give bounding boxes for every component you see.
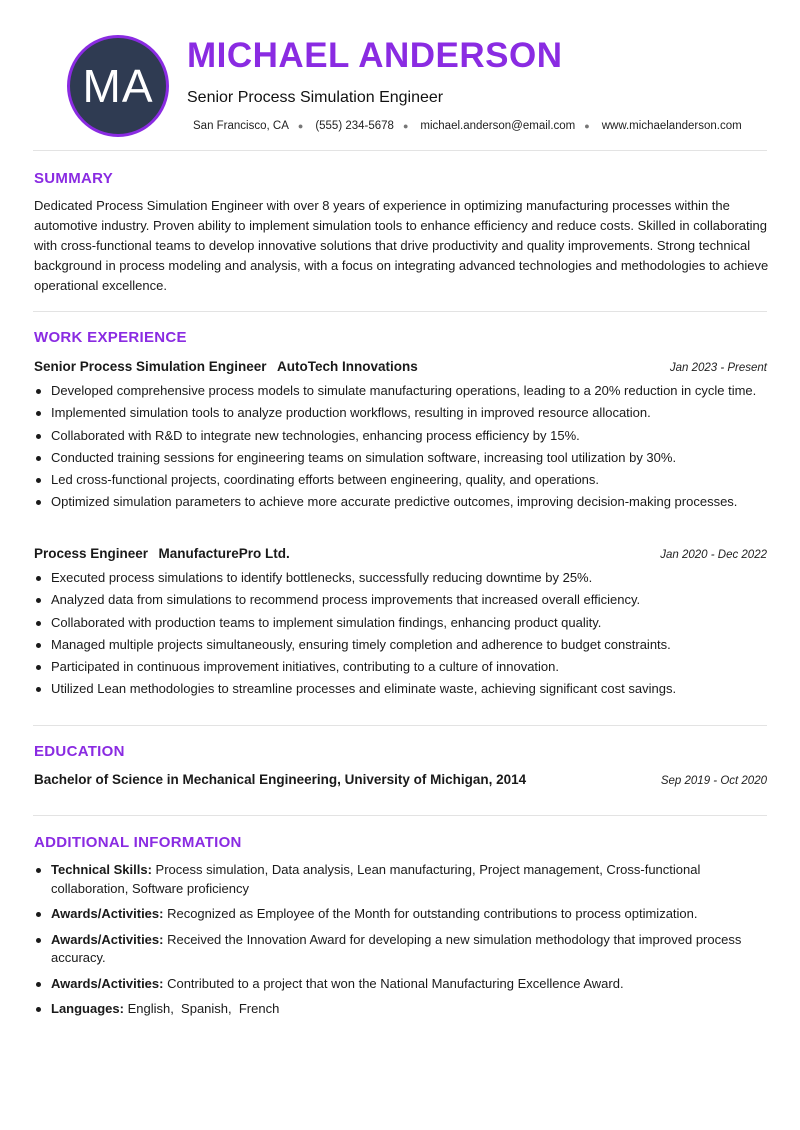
list-item: Optimized simulation parameters to achieve more accurate predictive outcomes, improving decision-making processes. bbox=[34, 493, 767, 512]
list-item: Collaborated with R&D to integrate new technologies, enhancing process efficiency by 15%. bbox=[34, 427, 767, 446]
education-heading: EDUCATION bbox=[34, 743, 125, 760]
list-item: Participated in continuous improvement initiatives, contributing to a culture of innovation. bbox=[34, 658, 767, 677]
avatar bbox=[67, 35, 169, 137]
item-text: Process simulation, Data analysis, Lean manufacturing, Project management, Cross-functional collaboration, Software proficiency bbox=[51, 862, 701, 896]
contact-email[interactable]: michael.anderson@email.com bbox=[420, 120, 576, 132]
summary-heading: SUMMARY bbox=[34, 170, 114, 187]
list-item bbox=[34, 905, 767, 924]
candidate-name: MICHAEL ANDERSON bbox=[187, 36, 563, 75]
additional-heading: ADDITIONAL INFORMATION bbox=[34, 834, 242, 851]
job-dates: Jan 2023 - Present bbox=[669, 362, 767, 374]
bullet-separator-icon: ● bbox=[402, 121, 409, 131]
contact-location: San Francisco, CA bbox=[193, 120, 289, 132]
contact-website[interactable]: www.michaelanderson.com bbox=[601, 120, 742, 132]
list-item bbox=[34, 1000, 767, 1019]
section-divider bbox=[33, 150, 767, 151]
list-item bbox=[34, 931, 767, 968]
job-header bbox=[34, 358, 767, 376]
job-role: Process Engineer bbox=[34, 546, 149, 561]
candidate-title: Senior Process Simulation Engineer bbox=[187, 89, 444, 106]
avatar-initials: MA bbox=[82, 60, 154, 112]
education-degree: Bachelor of Science in Mechanical Engineering, University of Michigan, 2014 bbox=[34, 772, 527, 787]
list-item: Analyzed data from simulations to recommend process improvements that increased overall efficiency. bbox=[34, 591, 767, 610]
job-company: ManufacturePro Ltd. bbox=[158, 546, 290, 561]
item-label: Technical Skills: bbox=[51, 862, 152, 877]
experience-heading: WORK EXPERIENCE bbox=[34, 329, 187, 346]
education-dates: Sep 2019 - Oct 2020 bbox=[660, 775, 767, 787]
summary-text: Dedicated Process Simulation Engineer with over 8 years of experience in optimizing manufacturing processes within the automotive industry. Proven ability to implement simulation tools to enhance efficiency and reduce costs. Skilled in collaborating with cross-functional teams to develop innovative solutions that drive productivity and quality improvements. Strong technical background in process modeling and analysis, with a focus on integrating advanced technologies and methodologies to achieve operational excellence. bbox=[34, 198, 769, 293]
item-text: Contributed to a project that won the National Manufacturing Excellence Award. bbox=[163, 975, 624, 991]
list-item bbox=[34, 861, 767, 898]
job-dates: Jan 2020 - Dec 2022 bbox=[660, 549, 767, 561]
job-bullets bbox=[34, 382, 767, 516]
job-header bbox=[34, 545, 767, 563]
item-label: Languages: bbox=[51, 1001, 124, 1016]
list-item: Implemented simulation tools to analyze production workflows, resulting in improved resource allocation. bbox=[34, 404, 767, 423]
list-item bbox=[34, 975, 767, 994]
item-label: Awards/Activities: bbox=[51, 931, 164, 947]
list-item: Collaborated with production teams to implement simulation findings, enhancing product quality. bbox=[34, 614, 767, 633]
list-item: Developed comprehensive process models to simulate manufacturing operations, leading to a 20% reduction in cycle time. bbox=[34, 382, 767, 401]
job-bullets bbox=[34, 569, 767, 703]
bullet-separator-icon: ● bbox=[584, 121, 590, 131]
resume-header bbox=[33, 0, 767, 150]
item-text: English, Spanish, French bbox=[123, 1001, 280, 1016]
education-entry bbox=[34, 772, 767, 787]
job-role: Senior Process Simulation Engineer bbox=[34, 359, 267, 374]
item-label: Awards/Activities: bbox=[51, 906, 164, 921]
list-item: Utilized Lean methodologies to streamline processes and eliminate waste, achieving significant cost savings. bbox=[34, 680, 767, 699]
bullet-separator-icon: ● bbox=[297, 121, 304, 131]
list-item: Executed process simulations to identify bottlenecks, successfully reducing downtime by 25%. bbox=[34, 569, 767, 588]
contact-phone: (555) 234-5678 bbox=[315, 120, 394, 132]
list-item: Conducted training sessions for engineering teams on simulation software, increasing tool utilization by 30%. bbox=[34, 449, 767, 468]
item-text: Recognized as Employee of the Month for outstanding contributions to process optimization. bbox=[163, 906, 698, 921]
list-item: Led cross-functional projects, coordinating efforts between engineering, quality, and operations. bbox=[34, 471, 767, 490]
additional-list bbox=[34, 861, 767, 1026]
section-divider bbox=[33, 311, 767, 312]
section-divider bbox=[33, 725, 767, 726]
section-divider bbox=[33, 815, 767, 816]
item-label: Awards/Activities: bbox=[51, 975, 164, 991]
list-item: Managed multiple projects simultaneously, ensuring timely completion and adherence to budget constraints. bbox=[34, 636, 767, 655]
job-company: AutoTech Innovations bbox=[277, 359, 418, 374]
contact-bar bbox=[193, 120, 742, 132]
item-text: Received the Innovation Award for developing a new simulation methodology that improved process accuracy. bbox=[51, 931, 742, 965]
